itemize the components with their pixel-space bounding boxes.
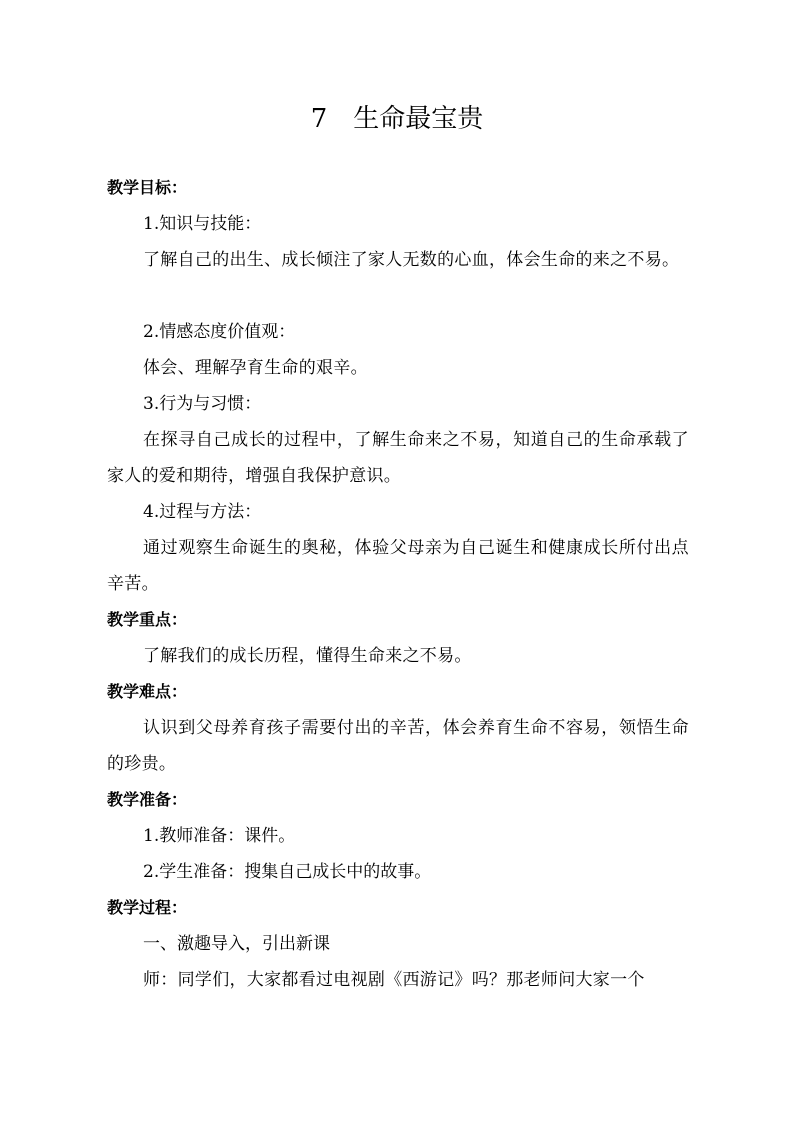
difficulty-heading: 教学难点： [107, 682, 188, 701]
key-point-heading: 教学重点： [107, 610, 188, 629]
goal-2-text: 体会、理解孕育生命的艰辛。 [143, 358, 368, 378]
goal-4-text: 通过观察生命诞生的奥秘，体验父母亲为自己诞生和健康成长所付出点辛苦。 [107, 538, 689, 594]
preparation-item-1: 1.教师准备：课件。 [143, 826, 296, 846]
goal-1-label: 1.知识与技能： [143, 214, 262, 234]
lesson-number: 7 [310, 104, 328, 134]
goal-3-text: 在探寻自己成长的过程中，了解生命来之不易，知道自己的生命承载了家人的爱和期待，增强自我保护意识。 [107, 430, 689, 486]
goal-3-label: 3.行为与习惯： [143, 394, 262, 414]
goal-2-label: 2.情感态度价值观： [143, 322, 296, 342]
difficulty-text: 认识到父母养育孩子需要付出的辛苦，体会养育生命不容易，领悟生命的珍贵。 [107, 718, 689, 774]
key-point-text: 了解我们的成长历程，懂得生命来之不易。 [143, 646, 472, 666]
goal-4-label: 4.过程与方法： [143, 502, 262, 522]
process-text: 师：同学们，大家都看过电视剧《西游记》吗？那老师问大家一个 [143, 970, 645, 990]
process-section-title: 一、激趣导入，引出新课 [143, 934, 330, 954]
preparation-item-2: 2.学生准备：搜集自己成长中的故事。 [143, 862, 432, 882]
goal-1-text: 了解自己的出生、成长倾注了家人无数的心血，体会生命的来之不易。 [143, 250, 680, 270]
process-heading: 教学过程： [107, 898, 188, 917]
lesson-title-text: 生命最宝贵 [353, 104, 484, 134]
goals-heading: 教学目标： [107, 178, 188, 197]
lesson-title [0, 99, 794, 139]
preparation-heading: 教学准备： [107, 790, 188, 809]
